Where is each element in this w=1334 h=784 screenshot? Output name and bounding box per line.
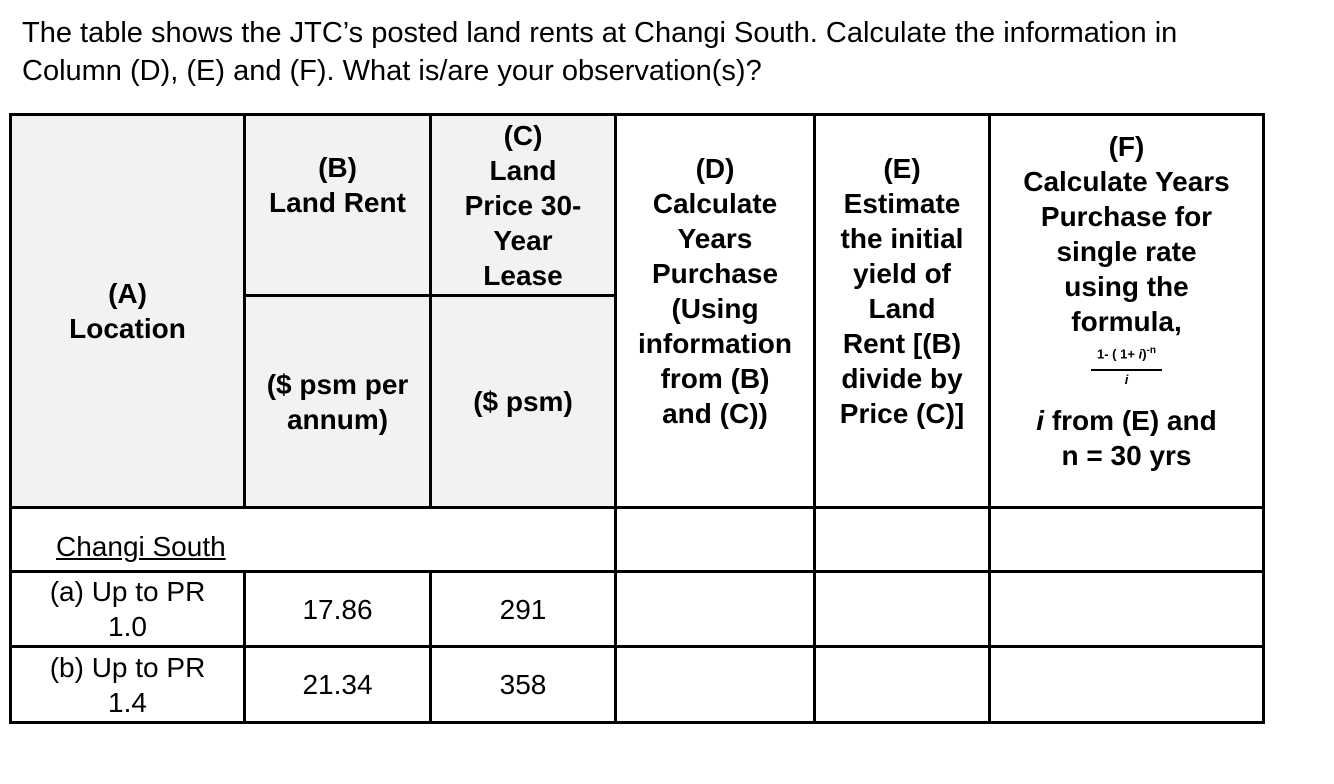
header-c-title-2: Price 30- xyxy=(464,189,582,221)
row-a-label-1: (a) Up to PR xyxy=(49,576,206,607)
header-f-note-i: i xyxy=(1036,404,1045,436)
header-b-unit-1: ($ psm per xyxy=(266,368,409,400)
row-a-label-2: 1.0 xyxy=(108,611,147,642)
header-e-line: the initial xyxy=(840,223,964,254)
header-single-rate xyxy=(990,115,1264,508)
header-c-title-1: Land xyxy=(489,154,557,186)
land-rent-table xyxy=(9,113,1265,724)
header-land-rent-unit xyxy=(245,296,431,508)
header-c-label: (C) xyxy=(503,119,543,151)
row-b-label-1: (b) Up to PR xyxy=(49,651,206,683)
header-a-title: Location xyxy=(69,313,186,344)
row-a-location xyxy=(11,572,245,647)
header-f-line: single rate xyxy=(1056,236,1197,268)
header-e-line: Rent [(B) xyxy=(842,328,962,359)
row-a-price: 291 xyxy=(431,572,616,647)
header-d-line: Purchase xyxy=(651,258,779,289)
cell-e-group[interactable] xyxy=(815,508,990,572)
header-d-line: and (C)) xyxy=(662,398,768,429)
header-f-line: using the xyxy=(1064,271,1189,303)
header-e-line: Price (C)] xyxy=(839,398,965,429)
header-initial-yield xyxy=(815,115,990,508)
table-row xyxy=(11,572,1264,647)
header-land-price-unit xyxy=(431,296,616,508)
header-b-label: (B) xyxy=(318,152,357,183)
header-b-title: Land Rent xyxy=(269,187,406,218)
question-line-2: Column (D), (E) and (F). What is/are your observation(s)? xyxy=(22,55,762,87)
header-e-line: Estimate xyxy=(843,188,961,219)
formula-num-i: i xyxy=(1138,346,1143,362)
header-c-unit: ($ psm) xyxy=(473,386,573,417)
cell-f-group[interactable] xyxy=(990,508,1264,572)
header-c-title-4: Lease xyxy=(483,259,563,291)
row-a-cell-d[interactable] xyxy=(616,572,815,647)
row-b-cell-e[interactable] xyxy=(815,647,990,723)
header-f-label: (F) xyxy=(1108,131,1145,163)
header-d-line: Calculate xyxy=(652,188,778,219)
question-line-1: The table shows the JTC’s posted land rents at Changi South. Calculate the information in xyxy=(22,17,1178,49)
years-purchase-formula xyxy=(1091,343,1162,388)
header-d-line: from (B) xyxy=(660,363,770,394)
header-d-line: (Using xyxy=(671,293,759,324)
header-d-label: (D) xyxy=(695,153,735,184)
header-d-line: information xyxy=(638,328,792,359)
header-location xyxy=(11,115,245,508)
row-b-cell-d[interactable] xyxy=(616,647,815,723)
cell-d-group[interactable] xyxy=(616,508,815,572)
header-f-note-2: n = 30 yrs xyxy=(1061,439,1192,471)
header-years-purchase xyxy=(616,115,815,508)
formula-numerator xyxy=(1091,343,1162,370)
header-e-label: (E) xyxy=(883,153,921,184)
formula-num-post: ) xyxy=(1142,346,1147,362)
header-d-line: Years xyxy=(677,223,753,254)
header-land-rent xyxy=(245,115,431,296)
header-f-line: formula, xyxy=(1071,306,1182,338)
group-row-changi-south xyxy=(11,508,616,572)
row-b-location xyxy=(11,647,245,723)
formula-exponent: -n xyxy=(1146,345,1156,357)
header-a-label: (A) xyxy=(108,278,147,309)
question-text xyxy=(22,14,1312,90)
group-label: Changi South xyxy=(56,531,226,562)
row-a-cell-e[interactable] xyxy=(815,572,990,647)
header-c-title-3: Year xyxy=(493,224,553,256)
row-b-cell-f[interactable] xyxy=(990,647,1264,723)
header-e-line: yield of xyxy=(852,258,951,289)
formula-denominator: i xyxy=(1124,371,1129,387)
table-row xyxy=(11,647,1264,723)
row-b-price: 358 xyxy=(431,647,616,723)
header-f-line: Purchase for xyxy=(1040,201,1213,233)
row-b-rent: 21.34 xyxy=(245,647,431,723)
row-a-rent: 17.86 xyxy=(245,572,431,647)
header-land-price xyxy=(431,115,616,296)
header-e-line: divide by xyxy=(841,363,963,394)
header-f-note xyxy=(995,403,1258,438)
header-b-unit-2: annum) xyxy=(286,403,389,435)
row-b-label-2: 1.4 xyxy=(108,686,147,718)
header-f-line: Calculate Years xyxy=(1023,166,1230,198)
formula-num-pre: 1- ( 1+ xyxy=(1097,346,1139,362)
header-e-line: Land xyxy=(868,293,936,324)
row-a-cell-f[interactable] xyxy=(990,572,1264,647)
header-f-note-1: from (E) and xyxy=(1044,404,1217,436)
